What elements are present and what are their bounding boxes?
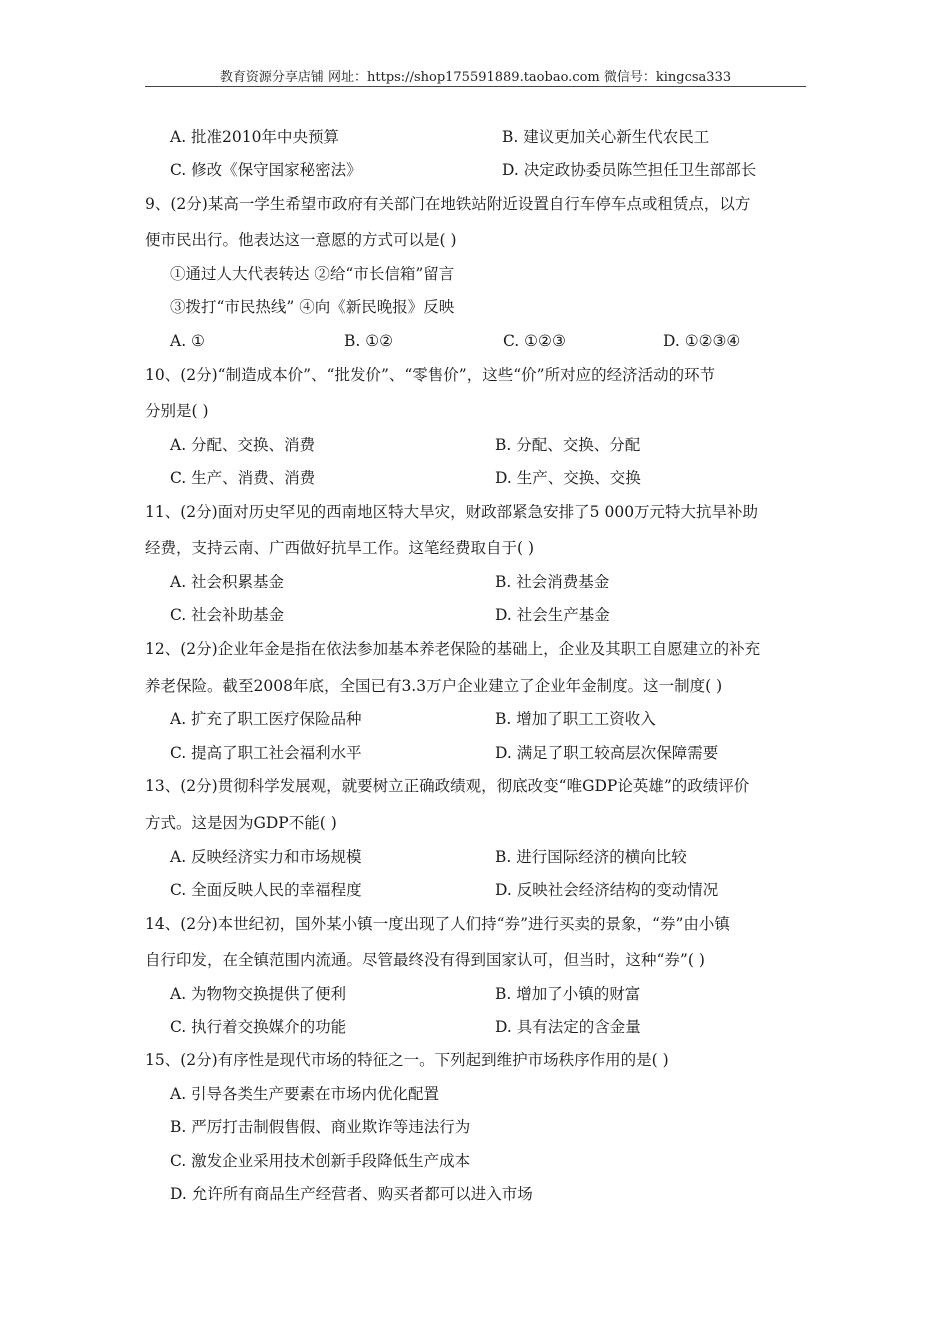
q10-option-a: A. 分配、交换、消费 — [170, 436, 316, 454]
q12-stem-line1: 12、(2分)企业年金是指在依法参加基本养老保险的基础上，企业及其职工自愿建立的补充 — [145, 640, 761, 658]
q11-option-a: A. 社会积累基金 — [170, 573, 285, 591]
q10-option-c: C. 生产、消费、消费 — [170, 469, 316, 487]
q14-option-d: D. 具有法定的含金量 — [495, 1018, 641, 1036]
q9-stem-line2: 便市民出行。他表达这一意愿的方式可以是( ) — [145, 231, 457, 249]
q9-choices-line1: ①通过人大代表转达 ②给“市长信箱”留言 — [170, 265, 455, 283]
q11-option-b: B. 社会消费基金 — [495, 573, 610, 591]
q9-stem-line1: 9、(2分)某高一学生希望市政府有关部门在地铁站附近设置自行车停车点或租赁点，以方 — [145, 195, 751, 213]
q9-option-c: C. ①②③ — [503, 332, 566, 350]
q14-stem-line2: 自行印发，在全镇范围内流通。尽管最终没有得到国家认可，但当时，这种“券”( ) — [145, 951, 705, 969]
q14-option-a: A. 为物物交换提供了便利 — [170, 985, 347, 1003]
q12-option-c: C. 提高了职工社会福利水平 — [170, 744, 362, 762]
header-divider — [145, 86, 806, 87]
q13-stem-line2: 方式。这是因为GDP不能( ) — [145, 814, 337, 832]
q15-option-d: D. 允许所有商品生产经营者、购买者都可以进入市场 — [170, 1185, 533, 1203]
q15-option-a: A. 引导各类生产要素在市场内优化配置 — [170, 1085, 440, 1103]
q9-option-a: A. ① — [170, 332, 205, 350]
q8-option-b: B. 建议更加关心新生代农民工 — [502, 128, 710, 146]
q12-option-a: A. 扩充了职工医疗保险品种 — [170, 710, 362, 728]
q14-option-b: B. 增加了小镇的财富 — [495, 985, 641, 1003]
q13-option-a: A. 反映经济实力和市场规模 — [170, 848, 362, 866]
q11-stem-line1: 11、(2分)面对历史罕见的西南地区特大旱灾，财政部紧急安排了5 000万元特大抗旱补助 — [145, 503, 759, 521]
q9-option-b: B. ①② — [344, 332, 394, 350]
q11-option-d: D. 社会生产基金 — [495, 606, 610, 624]
q13-stem-line1: 13、(2分)贯彻科学发展观，就要树立正确政绩观，彻底改变“唯GDP论英雄”的政绩评价 — [145, 777, 750, 795]
q12-option-d: D. 满足了职工较高层次保障需要 — [495, 744, 719, 762]
q10-stem-line2: 分别是( ) — [145, 402, 209, 420]
q11-stem-line2: 经费，支持云南、广西做好抗旱工作。这笔经费取自于( ) — [145, 539, 535, 557]
q13-option-b: B. 进行国际经济的横向比较 — [495, 848, 687, 866]
q11-option-c: C. 社会补助基金 — [170, 606, 285, 624]
q15-option-b: B. 严厉打击制假售假、商业欺诈等违法行为 — [170, 1118, 471, 1136]
q9-choices-line2: ③拨打“市民热线” ④向《新民晚报》反映 — [170, 298, 455, 316]
q12-stem-line2: 养老保险。截至2008年底，全国已有3.3万户企业建立了企业年金制度。这一制度( ) — [145, 677, 723, 695]
q8-option-c: C. 修改《保守国家秘密法》 — [170, 161, 362, 179]
q15-option-c: C. 激发企业采用技术创新手段降低生产成本 — [170, 1152, 471, 1170]
q8-option-a: A. 批准2010年中央预算 — [170, 128, 339, 146]
q13-option-c: C. 全面反映人民的幸福程度 — [170, 881, 362, 899]
q9-option-d: D. ①②③④ — [663, 332, 741, 350]
q15-stem-line1: 15、(2分)有序性是现代市场的特征之一。下列起到维护市场秩序作用的是( ) — [145, 1051, 669, 1069]
q13-option-d: D. 反映社会经济结构的变动情况 — [495, 881, 719, 899]
q10-option-d: D. 生产、交换、交换 — [495, 469, 641, 487]
q14-stem-line1: 14、(2分)本世纪初，国外某小镇一度出现了人们持“券”进行买卖的景象，“券”由小镇 — [145, 915, 730, 933]
q14-option-c: C. 执行着交换媒介的功能 — [170, 1018, 347, 1036]
page-header: 教育资源分享店铺 网址：https://shop175591889.taobao.com 微信号：kingcsa333 — [219, 70, 732, 85]
q10-stem-line1: 10、(2分)“制造成本价”、“批发价”、“零售价”，这些“价”所对应的经济活动的环节 — [145, 366, 716, 384]
q8-option-d: D. 决定政协委员陈竺担任卫生部部长 — [502, 161, 757, 179]
q12-option-b: B. 增加了职工工资收入 — [495, 710, 656, 728]
q10-option-b: B. 分配、交换、分配 — [495, 436, 641, 454]
